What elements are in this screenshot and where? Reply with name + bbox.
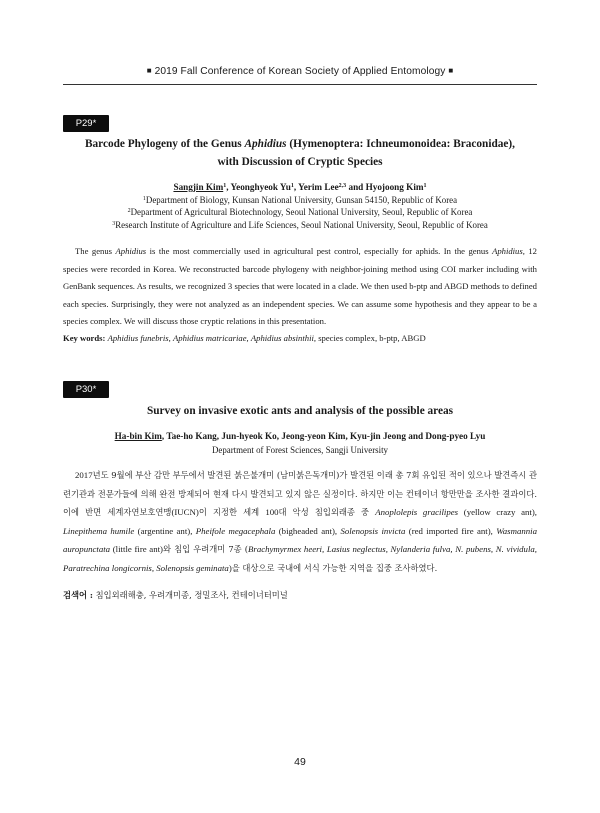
text-run: Aphidius matricariae (172, 333, 247, 343)
affiliation-mark: 2 (127, 208, 131, 215)
text-run: Wasmannia auropunctata (63, 525, 537, 555)
abstract-badge-p29: P29* (63, 115, 109, 132)
author-affiliation-mark: 1 (423, 183, 427, 189)
text-run: , 12 species were recorded in Korea. We reconstructed barcode phylogeny with neighbor-joining method using COI marker including with GenBank sequences. As results, we recognized 3 species that were located in a clade. We then used b-ptp and ABGD methods to defined each species. Surprisingly, they were not analyzed as an independent species. We can assume some hypothesis and they appear to be a species complex. We will discuss those cryptic relations in this presentation. (63, 246, 537, 327)
author-separator: , (161, 431, 167, 441)
author-list-p29 (63, 181, 537, 193)
text-run: Anoplolepis gracilipes (375, 507, 459, 518)
header-square-left: ■ (146, 66, 152, 75)
affiliation-mark: 1 (142, 196, 146, 202)
text-run: (little fire ant) (110, 544, 163, 555)
text-run: 100 (265, 507, 279, 518)
keywords-list: 침입외래해충, 우려개미종, 정밀조사, 컨테이너터미널 (93, 590, 288, 600)
text-run: (IUCN) (171, 507, 199, 518)
keywords-label: 검색어 : (63, 590, 93, 600)
title-part-a: Barcode Phylogeny of the Genus (84, 138, 245, 150)
text-run: (bigheaded ant), (275, 525, 341, 536)
text-run: is the most commercially used in agricultural pest control, especially for aphids. In the genus (146, 246, 493, 256)
author-name: Hyojoong Kim (365, 182, 424, 192)
title-part-b: (Hymenoptera: Ichneumonoidea: Braconidae), (286, 138, 516, 150)
text-run: (yellow crazy ant), (458, 507, 537, 518)
author-name: Tae-ho Kang (166, 431, 217, 441)
author-list-p30 (63, 430, 537, 442)
author-name: Yeonghyeok Yu (230, 182, 291, 192)
text-run: 이 지정한 세계 (198, 507, 266, 518)
abstract-badge-p30: P30* (63, 381, 109, 398)
affiliation-line (63, 219, 537, 231)
title-line-2: with Discussion of Cryptic Species (217, 156, 383, 168)
author-name: Jeong-yeon Kim (281, 431, 346, 441)
text-run: , (246, 333, 251, 343)
text-run: (red imported fire ant), (405, 525, 497, 536)
text-run: 대 악성 침입외래종 중 (278, 507, 376, 518)
page-number: 49 (294, 756, 306, 768)
keywords-label: Key words: (63, 333, 106, 343)
author-name: Sangjin Kim (173, 182, 224, 192)
abstract-body-p29 (63, 243, 537, 331)
abstract-title-p30: Survey on invasive exotic ants and analysis of the possible areas (146, 405, 454, 417)
text-run: 을 대상으로 국내에 서식 가능한 지역을 집중 조사하였다. (231, 562, 438, 573)
text-run: The genus (75, 246, 116, 256)
keywords-p29 (63, 332, 537, 344)
text-run: Pheifole megacephala (195, 525, 276, 536)
text-run: ) (228, 562, 232, 573)
author-separator: and (346, 182, 366, 192)
author-separator: , (226, 182, 231, 192)
affiliation-text: Research Institute of Agriculture and Life Sciences, Seoul National University, Seoul, Republic of Korea (115, 219, 488, 230)
title-genus: Aphidius (244, 138, 287, 150)
author-affiliation-mark: 1 (290, 183, 294, 189)
abstract-body-p30 (63, 466, 537, 578)
author-affiliation-mark: 2,3 (338, 183, 347, 189)
text-run: Aphidius funebris (107, 333, 169, 343)
running-header (63, 66, 537, 77)
affiliation-line (63, 194, 537, 206)
author-affiliation-mark: 1 (223, 183, 227, 189)
author-separator: , (216, 431, 222, 441)
author-separator: , (293, 182, 299, 192)
affiliation-p30: Department of Forest Sciences, Sangji University (212, 445, 388, 455)
text-run: Aphidius (115, 246, 147, 256)
text-run: 년도 9월에 부산 감만 부두에서 발견된 붉은불개미 (남미붉은독개미)가 발견된 이래 총 7회 유입된 적이 있으나 발견즉시 관련기관과 전문가들에 의해 완전 방제되어 현재 다시 발견되고 있지 않은 실정이다. 하지만 이는 컨테이너 항만만을 조사한 결과이다. 이에 반면 세계자연보호연맹 (63, 470, 537, 518)
affiliation-text: Department of Biology, Kunsan National University, Gunsan 54150, Republic of Korea (145, 195, 458, 205)
text-run: 2017 (75, 470, 93, 480)
author-name: Ha-bin Kim (114, 431, 162, 441)
text-run: Brachymyrmex heeri, Lasius neglectus, Nylanderia fulva, N. pubens, N. vividula, Paratrechina longicornis, Solenopsis geminata (63, 544, 538, 573)
header-square-right: ■ (448, 66, 454, 75)
affiliations-p29 (63, 194, 537, 231)
author-name: Dong-pyeo Lyu (425, 431, 486, 441)
author-separator: , (345, 431, 351, 441)
author-separator: , (276, 431, 282, 441)
author-separator: and (405, 431, 426, 441)
keywords-p30 (63, 589, 537, 601)
affiliation-line (63, 206, 537, 218)
text-run: (argentine ant), (134, 525, 196, 536)
text-run: Aphidius absinthii (250, 333, 314, 343)
text-run: , (168, 333, 173, 343)
text-run: 와 침입 우려개미 7종 ( (163, 544, 249, 555)
author-name: Jun-hyeok Ko (221, 431, 277, 441)
author-name: Yerim Lee (298, 182, 339, 192)
affiliation-mark: 3 (112, 220, 116, 227)
abstract-title-p29 (63, 135, 537, 171)
text-run: Linepithema humile (63, 525, 135, 536)
header-text: 2019 Fall Conference of Korean Society of Applied Entomology (154, 66, 446, 77)
text-run: , species complex, b-ptp, ABGD (313, 333, 426, 343)
author-name: Kyu-jin Jeong (350, 431, 406, 441)
header-rule (63, 84, 537, 85)
text-run: Solenopsis invicta (340, 525, 406, 536)
affiliation-text: Department of Agricultural Biotechnology, Seoul National University, Seoul, Republic of Korea (130, 207, 473, 218)
keywords-list (105, 333, 425, 343)
text-run: Aphidius (492, 246, 523, 256)
